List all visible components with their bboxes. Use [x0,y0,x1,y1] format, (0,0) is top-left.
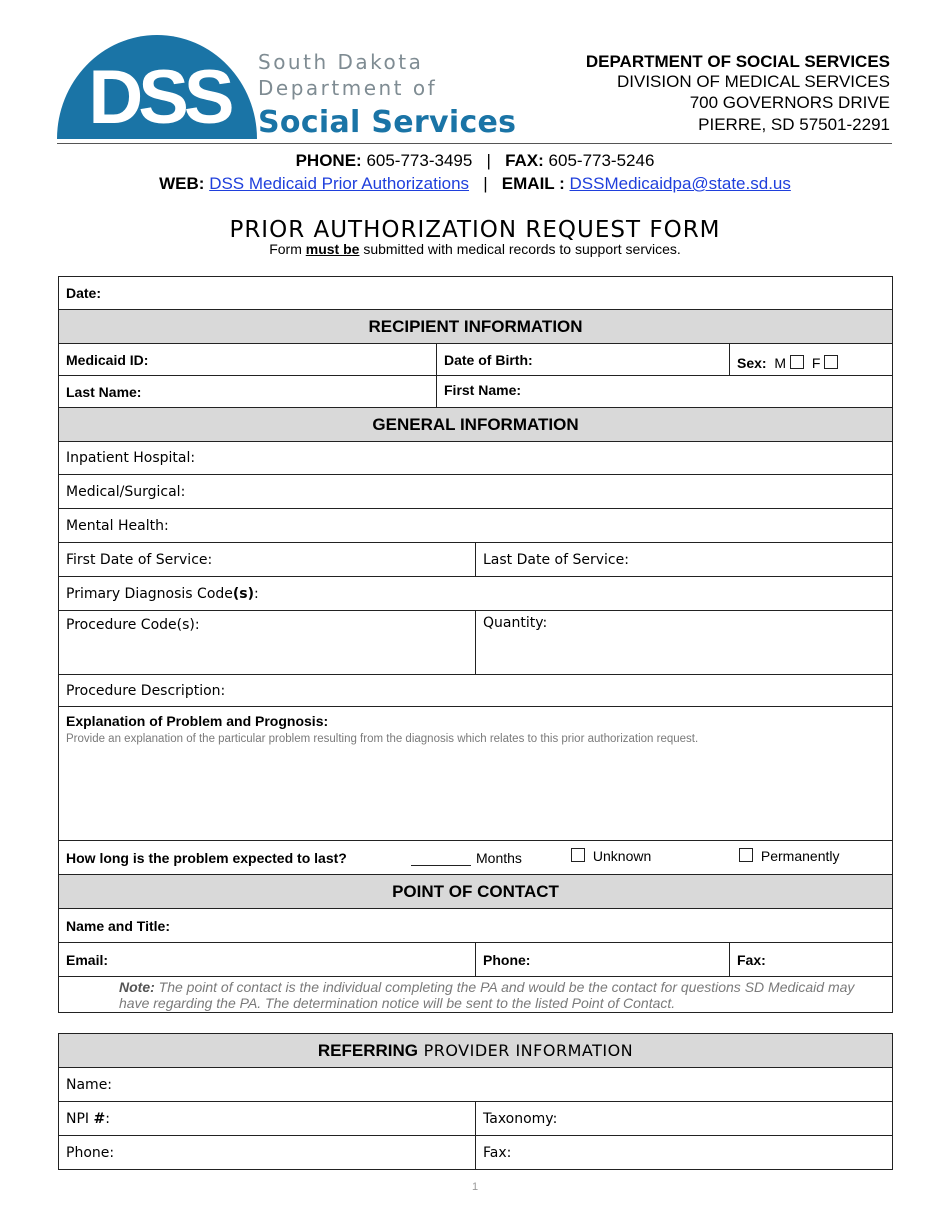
procedure-codes-field[interactable] [59,611,476,675]
diagnosis-label-bold: (s) [232,585,255,602]
sex-f-label: F [811,354,821,371]
address-line2: DIVISION OF MEDICAL SERVICES [616,72,890,91]
ref-npi-label: NPI [66,1110,94,1127]
address-line1: DEPARTMENT OF SOCIAL SERVICES [585,52,890,71]
last-date-label: Last Date of Service: [483,551,629,568]
diagnosis-label: Primary Diagnosis Code [66,585,233,602]
form-subtitle [0,241,950,257]
medical-label: Medical/Surgical: [66,483,186,500]
permanently-checkbox[interactable] [739,848,753,862]
first-date-field[interactable] [59,543,476,577]
web-label: WEB: [159,174,205,193]
ref-taxonomy-field[interactable] [476,1102,893,1136]
ref-npi-field[interactable] [59,1102,476,1136]
agency-line2: Department of [258,76,438,100]
referring-header [59,1034,893,1068]
last-name-field[interactable] [59,376,437,408]
contact-email-field[interactable] [59,943,476,977]
note-label: Note: [119,978,155,995]
general-header: GENERAL INFORMATION [59,408,893,442]
date-label: Date: [66,285,102,301]
sex-label: Sex: [737,354,767,371]
procedure-desc-label: Procedure Description: [66,682,226,699]
dss-logo [57,33,257,139]
ref-phone-label: Phone: [66,1144,115,1161]
fax-label: FAX: [505,151,544,170]
medicaid-id-label: Medicaid ID: [66,351,149,368]
last-date-field[interactable] [476,543,893,577]
contact-phone-label: Phone: [483,951,531,968]
months-input[interactable] [411,853,471,866]
unknown-label: Unknown [592,848,652,864]
ref-name-field[interactable] [59,1068,893,1102]
subtitle-bold: must be [305,241,360,257]
unknown-checkbox[interactable] [571,848,585,862]
email-label: EMAIL : [501,174,565,193]
quantity-field[interactable] [476,611,893,675]
phone-label: PHONE: [295,151,362,170]
explanation-field[interactable] [59,707,893,841]
email-link[interactable]: DSSMedicaidpa@state.sd.us [569,174,791,193]
procedure-codes-label: Procedure Code(s): [66,617,200,633]
dob-field[interactable] [437,344,730,376]
sex-field [730,344,893,376]
months-label: Months [476,850,522,866]
dob-label: Date of Birth: [444,351,533,368]
last-name-label: Last Name: [66,383,142,400]
fax-value: 605-773-5246 [548,151,655,170]
sex-m-label: M [774,354,787,371]
logo-text: DSS [88,55,230,139]
ref-phone-field[interactable] [59,1136,476,1170]
diagnosis-colon: : [254,585,259,602]
subtitle-pre: Form [269,241,306,257]
referring-provider-table [58,1033,893,1170]
name-title-field[interactable] [59,909,893,943]
mental-field[interactable] [59,509,893,543]
procedure-desc-field[interactable] [59,675,893,707]
page-number: 1 [471,1181,479,1193]
subtitle-post: submitted with medical records to support services. [359,241,681,257]
mental-label: Mental Health: [66,517,169,534]
separator: | [486,151,491,170]
ref-npi-colon: : [105,1110,110,1127]
header-divider [57,143,892,144]
contact-email-label: Email: [66,951,109,968]
referring-header-bold: REFERRING [317,1040,418,1060]
ref-fax-field[interactable] [476,1136,893,1170]
form-title: PRIOR AUTHORIZATION REQUEST FORM [229,217,721,243]
first-date-label: First Date of Service: [66,551,213,568]
contact-header: POINT OF CONTACT [59,875,893,909]
ref-taxonomy-label: Taxonomy: [483,1110,558,1127]
contact-fax-field[interactable] [730,943,893,977]
first-name-field[interactable] [437,376,893,408]
agency-line1: South Dakota [258,50,424,74]
name-title-label: Name and Title: [66,917,170,934]
web-email-line [0,173,950,195]
prior-auth-form-table [58,276,893,1013]
contact-phone-field[interactable] [476,943,730,977]
sex-m-checkbox[interactable] [790,355,804,369]
contact-fax-label: Fax: [737,951,766,968]
contact-note [59,977,893,1013]
explanation-label: Explanation of Problem and Prognosis: [66,713,329,729]
duration-row [59,841,893,875]
ref-npi-hash: # [93,1110,106,1127]
quantity-label: Quantity: [483,615,548,631]
web-link[interactable]: DSS Medicaid Prior Authorizations [209,174,470,193]
inpatient-label: Inpatient Hospital: [66,450,196,466]
duration-question: How long is the problem expected to last? [66,849,347,866]
sex-f-checkbox[interactable] [824,355,838,369]
phone-value: 605-773-3495 [366,151,473,170]
agency-line3: Social Services [258,105,517,140]
recipient-header: RECIPIENT INFORMATION [59,310,893,344]
ref-name-label: Name: [66,1076,113,1093]
date-field[interactable] [59,277,893,310]
phone-fax-line [0,150,950,172]
note-text: The point of contact is the individual completing the PA and would be the contact for questions SD Medicaid may have regarding the PA. The determination notice will be sent to the listed Point of Contact. [119,978,855,1011]
explanation-hint: Provide an explanation of the particular problem resulting from the diagnosis which relates to this prior authorization request. [66,733,699,745]
ref-fax-label: Fax: [483,1144,512,1161]
address-line4: PIERRE, SD 57501-2291 [698,115,890,134]
referring-header-rest: PROVIDER INFORMATION [418,1040,634,1060]
diagnosis-field[interactable] [59,577,893,611]
permanently-label: Permanently [760,848,840,864]
first-name-label: First Name: [444,382,522,398]
medical-field[interactable] [59,475,893,509]
address-line3: 700 GOVERNORS DRIVE [689,93,890,112]
medicaid-id-field[interactable] [59,344,437,376]
separator: | [483,174,488,193]
inpatient-field[interactable] [59,442,893,475]
